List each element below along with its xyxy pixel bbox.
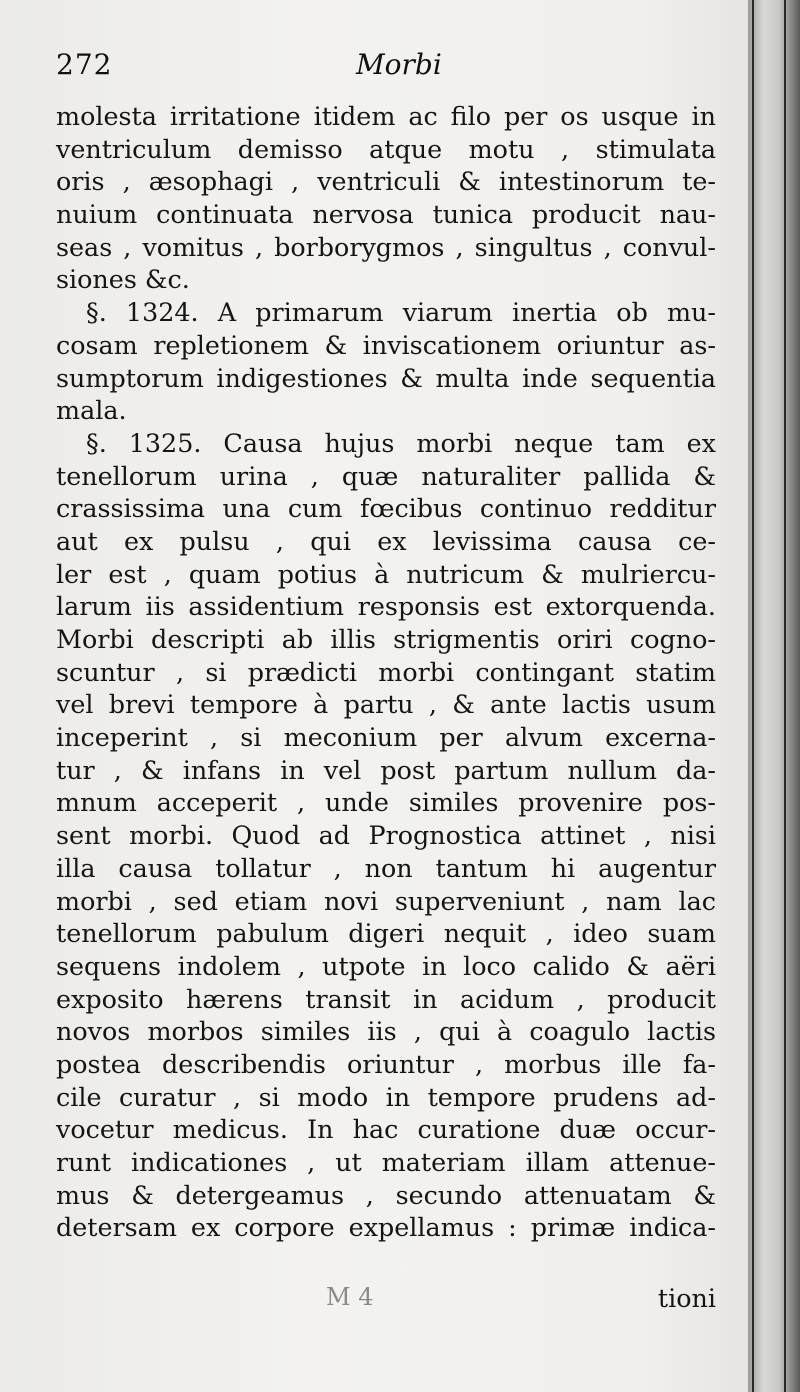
text-line: cile curatur , si modo in tempore prudens ad- <box>56 1081 716 1112</box>
text-line: inceperint , si meconium per alvum excerna- <box>56 722 716 753</box>
text-line: Morbi descripti ab illis strigmentis oriri cogno- <box>56 624 716 654</box>
text-line: scuntur , si prædicti morbi contingant statim <box>56 656 716 687</box>
text-line: sumptorum indigestiones & multa inde sequentia <box>56 362 716 393</box>
text-line: sequens indolem , utpote in loco calido & aëri <box>56 950 716 981</box>
text-line: crassissima una cum fœcibus continuo redditur <box>56 493 716 524</box>
body-text <box>56 100 716 1244</box>
text-line: tur , & infans in vel post partum nullum da- <box>56 754 716 785</box>
text-line: illa causa tollatur , non tantum hi augentur <box>56 852 716 883</box>
text-line: vocetur medicus. In hac curatione duæ occur- <box>56 1114 716 1145</box>
text-line: siones &c. <box>56 264 190 295</box>
text-line: §. 1325. Causa hujus morbi neque tam ex <box>86 427 716 458</box>
text-line: aut ex pulsu , qui ex levissima causa ce- <box>56 525 716 556</box>
text-line: ler est , quam potius à nutricum & mulriercu- <box>56 558 716 589</box>
text-line: nuium continuata nervosa tunica producit nau- <box>56 199 716 230</box>
page-number: 272 <box>56 48 113 81</box>
text-line: morbi , sed etiam novi superveniunt , nam lac <box>56 885 716 916</box>
text-line: mnum acceperit , unde similes provenire pos- <box>56 787 716 818</box>
text-line: molesta irritatione itidem ac filo per os usque in <box>56 101 716 131</box>
text-line: §. 1324. A primarum viarum inertia ob mu- <box>86 297 716 328</box>
text-line: larum iis assidentium responsis est extorquenda. <box>56 591 716 622</box>
text-line: detersam ex corpore expellamus : primæ indica- <box>56 1212 716 1243</box>
page-footer <box>56 1283 716 1347</box>
text-line: mala. <box>56 395 127 426</box>
text-line: vel brevi tempore à partu , & ante lactis usum <box>56 689 716 720</box>
running-head: Morbi <box>356 48 442 81</box>
text-line: postea describendis oriuntur , morbus ille fa- <box>56 1048 716 1079</box>
text-line: oris , æsophagi , ventriculi & intestinorum te- <box>56 166 716 197</box>
text-line: tenellorum urina , quæ naturaliter pallida & <box>56 460 716 491</box>
text-line: runt indicationes , ut materiam illam attenue- <box>56 1147 716 1177</box>
text-line: sent morbi. Quod ad Prognostica attinet , nisi <box>56 820 716 851</box>
page-edge <box>748 0 800 1392</box>
text-line: mus & detergeamus , secundo attenuatam & <box>56 1179 716 1210</box>
signature-mark: M 4 <box>326 1283 374 1311</box>
catchword: tioni <box>657 1283 716 1313</box>
text-line: ventriculum demisso atque motu , stimulata <box>56 133 716 164</box>
text-line: cosam repletionem & inviscationem oriuntur as- <box>56 329 716 360</box>
page-header <box>56 48 688 92</box>
text-line: exposito hærens transit in acidum , producit <box>56 983 716 1014</box>
text-line: novos morbos similes iis , qui à coagulo lactis <box>56 1016 716 1047</box>
text-line: tenellorum pabulum digeri nequit , ideo suam <box>56 918 716 949</box>
text-line: seas , vomitus , borborygmos , singultus , convul- <box>56 231 716 262</box>
